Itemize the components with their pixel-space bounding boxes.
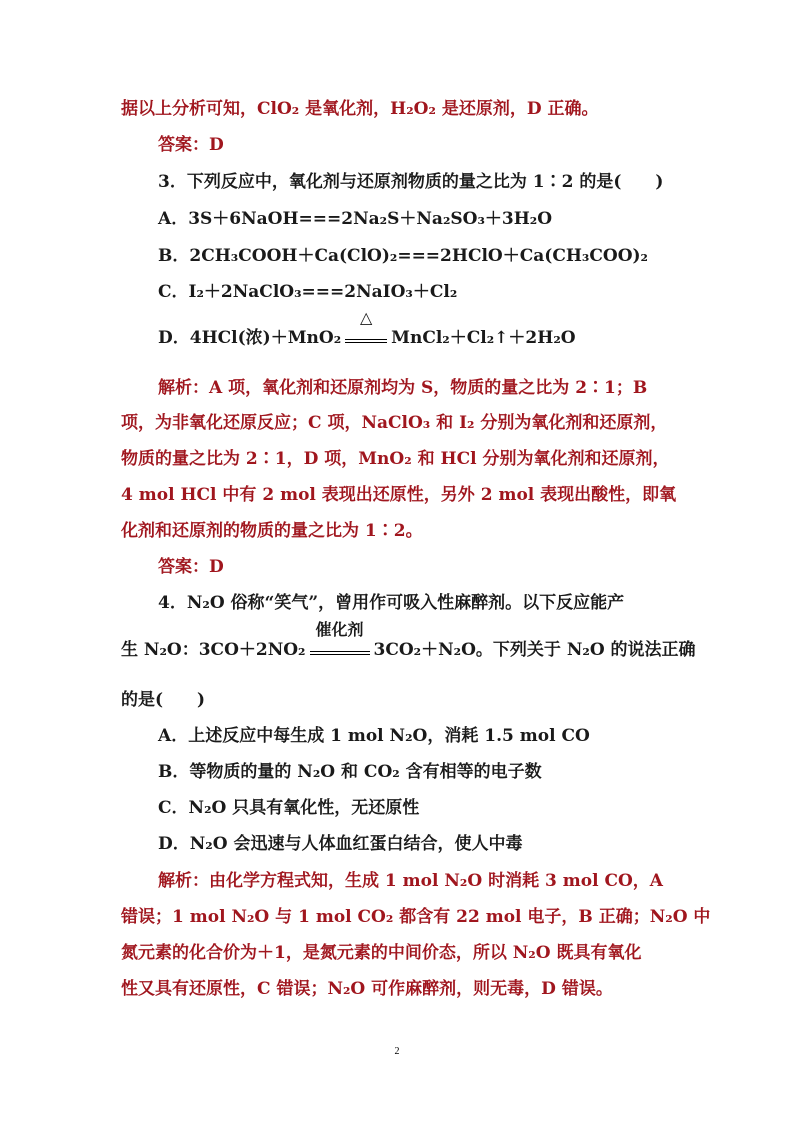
question-3-option-d: [158, 308, 576, 350]
question-4-option-a: A．上述反应中每生成 1 mol N₂O，消耗 1.5 mol CO: [158, 726, 590, 746]
catalyst-equals-sign: [310, 620, 370, 662]
equation-right: 3CO₂＋N₂O。下列关于 N₂O 的说法正确: [373, 640, 696, 660]
explanation-line: 解析：A 项，氧化剂和还原剂均为 S，物质的量之比为 2∶1；B: [158, 378, 648, 398]
answer-label: 答案：D: [158, 135, 224, 155]
explanation-line: 化剂和还原剂的物质的量之比为 1∶2。: [121, 521, 423, 541]
explanation-line: 解析：由化学方程式知，生成 1 mol N₂O 时消耗 3 mol CO，A: [158, 871, 663, 891]
explanation-line: 据以上分析可知，ClO₂ 是氧化剂，H₂O₂ 是还原剂，D 正确。: [121, 99, 599, 119]
question-4-stem: 的是( ): [121, 690, 206, 710]
question-4-option-d: D．N₂O 会迅速与人体血红蛋白结合，使人中毒: [158, 834, 523, 854]
question-3-option-b: B．2CH₃COOH＋Ca(ClO)₂===2HClO＋Ca(CH₃COO)₂: [158, 246, 649, 266]
equation-left: 生 N₂O：3CO＋2NO₂: [121, 640, 306, 660]
equation-left: D．4HCl(浓)＋MnO₂: [158, 328, 342, 348]
explanation-line: 项，为非氧化还原反应；C 项，NaClO₃ 和 I₂ 分别为氧化剂和还原剂，: [121, 413, 668, 433]
question-4-option-b: B．等物质的量的 N₂O 和 CO₂ 含有相等的电子数: [158, 762, 542, 782]
question-3-option-c: C．I₂＋2NaClO₃===2NaIO₃＋Cl₂: [158, 282, 458, 302]
heat-equals-sign: [345, 308, 387, 350]
question-3-stem: 3．下列反应中，氧化剂与还原剂物质的量之比为 1∶2 的是( ): [158, 172, 664, 192]
heat-condition: △: [359, 308, 373, 327]
explanation-line: 氮元素的化合价为＋1，是氮元素的中间价态，所以 N₂O 既具有氧化: [121, 943, 642, 963]
explanation-line: 错误；1 mol N₂O 与 1 mol CO₂ 都含有 22 mol 电子，B 正确；N₂O 中: [121, 907, 711, 927]
explanation-line: 4 mol HCl 中有 2 mol 表现出还原性，另外 2 mol 表现出酸性，即氧: [121, 485, 677, 505]
question-4-stem: 4．N₂O 俗称“笑气”，曾用作可吸入性麻醉剂。以下反应能产: [158, 593, 625, 613]
catalyst-condition: 催化剂: [315, 620, 364, 639]
page-number: 2: [394, 1046, 400, 1057]
question-4-option-c: C．N₂O 只具有氧化性，无还原性: [158, 798, 420, 818]
answer-label: 答案：D: [158, 557, 224, 577]
question-3-option-a: A．3S＋6NaOH===2Na₂S＋Na₂SO₃＋3H₂O: [158, 209, 553, 229]
equation-right: MnCl₂＋Cl₂↑＋2H₂O: [391, 328, 576, 348]
explanation-line: 物质的量之比为 2∶1，D 项，MnO₂ 和 HCl 分别为氧化剂和还原剂，: [121, 449, 670, 469]
explanation-line: 性又具有还原性，C 错误；N₂O 可作麻醉剂，则无毒，D 错误。: [121, 979, 613, 999]
question-4-stem-equation: [121, 620, 696, 662]
